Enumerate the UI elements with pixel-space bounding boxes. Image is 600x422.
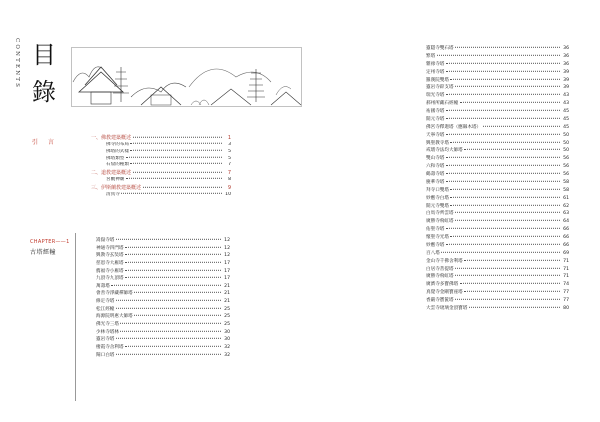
toc-entry-title: 一、佛教建築概述 <box>91 135 132 141</box>
toc-entry-title: 廣勝寺飛虹塔 <box>426 274 454 280</box>
toc-entry-page: 39 <box>563 69 569 75</box>
toc-entry-title: 會善寺淨藏禪師塔 <box>96 291 133 297</box>
toc-entry-title: 羅漢院雙塔 <box>426 77 449 83</box>
toc-entry[interactable] <box>91 177 231 184</box>
toc-entry-title: 閘口白塔 <box>96 352 115 358</box>
toc-entry-page: 3 <box>228 142 231 148</box>
toc-entry-title: 定州寺塔 <box>426 69 445 75</box>
toc-entry[interactable] <box>96 336 230 344</box>
toc-entry[interactable] <box>96 306 230 314</box>
toc-entry-page: 8 <box>228 177 231 183</box>
toc-entry-page: 69 <box>563 250 569 256</box>
leader-dots <box>446 133 560 134</box>
toc-entry-title: 百八塔 <box>426 250 440 256</box>
temple-landscape-illustration <box>71 47 302 107</box>
leader-dots <box>455 212 559 213</box>
toc-entry-title: 松江經幢 <box>96 306 115 312</box>
toc-entry-page: 58 <box>563 179 569 185</box>
toc-entry-title: 鶴壽寺塔 <box>426 172 445 177</box>
toc-entry[interactable] <box>426 234 569 242</box>
toc-entry[interactable] <box>426 297 569 305</box>
leader-dots <box>134 292 220 293</box>
toc-entry[interactable] <box>96 275 230 283</box>
chapter-divider-line <box>75 233 76 401</box>
toc-entry[interactable] <box>91 192 231 199</box>
toc-entry-page: 17 <box>224 260 230 266</box>
toc-entry[interactable] <box>96 268 230 276</box>
toc-entry-page: 39 <box>563 85 569 91</box>
toc-entry-page: 66 <box>563 227 569 233</box>
toc-entry-title: 佑聖寺塔 <box>426 227 445 233</box>
leader-dots <box>446 118 560 119</box>
toc-entry-page: 50 <box>563 132 569 138</box>
toc-entry-page: 56 <box>563 172 569 177</box>
leader-dots <box>450 141 559 142</box>
leader-dots <box>446 63 560 64</box>
toc-entry-title: 大雲寺琉璃金頂寶塔 <box>426 305 468 311</box>
toc-entry-title: 雜祿寺塔 <box>426 61 445 67</box>
toc-entry-page: 32 <box>224 344 230 350</box>
leader-dots <box>455 86 559 87</box>
toc-entry-title: 佛光寺三塔 <box>96 322 119 328</box>
toc-entry-page: 25 <box>224 314 230 320</box>
toc-entry[interactable] <box>96 313 230 321</box>
toc-entry-title: 宮觀神廟 <box>106 177 125 183</box>
toc-entry-title: 繁塔 <box>426 53 436 59</box>
toc-entry-page: 71 <box>563 274 569 280</box>
leader-dots <box>120 323 220 324</box>
toc-entry-title: 二、道教建築概述 <box>91 169 132 176</box>
leader-dots <box>446 244 560 245</box>
toc-entry-title: 靈岩寺辟支塔 <box>426 85 454 91</box>
toc-entry-title: 開元寺雙塔 <box>426 203 449 209</box>
toc-entry-page: 25 <box>224 322 230 328</box>
toc-entry-page: 17 <box>224 268 230 274</box>
leader-dots <box>121 193 221 194</box>
toc-entry-page: 50 <box>563 140 569 146</box>
leader-dots <box>464 259 559 260</box>
toc-entry-page: 74 <box>563 282 569 288</box>
toc-entry-title: 佛寺的布局 <box>106 142 129 148</box>
toc-entry-page: 36 <box>563 46 569 51</box>
toc-entry[interactable] <box>426 140 569 148</box>
toc-entry[interactable] <box>426 77 569 85</box>
leader-dots <box>455 47 559 48</box>
intro-toc <box>91 134 231 199</box>
toc-entry-page: 1 <box>227 135 231 141</box>
toc-entry[interactable] <box>96 283 230 291</box>
leader-dots <box>460 102 560 103</box>
toc-entry[interactable] <box>426 305 569 313</box>
leader-dots <box>455 275 559 276</box>
toc-entry-page: 21 <box>224 299 230 305</box>
toc-entry-page: 64 <box>563 219 569 225</box>
toc-entry[interactable] <box>426 84 569 92</box>
toc-entry-page: 66 <box>563 235 569 240</box>
toc-entry[interactable] <box>426 281 569 289</box>
toc-entry-page: 63 <box>563 211 569 217</box>
toc-entry-title: 佛塔類型 <box>106 155 125 161</box>
toc-entry-title: 靈岩寺塔 <box>96 337 115 343</box>
toc-entry[interactable] <box>426 61 569 69</box>
leader-dots <box>437 55 560 56</box>
leader-dots <box>116 353 221 354</box>
toc-entry-title: 靈隱寺雙石塔 <box>426 46 454 51</box>
leader-dots <box>483 126 560 127</box>
toc-entry-title: 興教寺玄奘塔 <box>96 253 124 259</box>
leader-dots <box>460 283 560 284</box>
toc-entry[interactable] <box>96 344 230 352</box>
leader-dots <box>133 172 222 173</box>
chapter1-toc <box>96 237 230 359</box>
toc-entry-page: 21 <box>224 291 230 297</box>
leader-dots <box>133 137 222 138</box>
page-title-char-1: 目 <box>32 41 56 69</box>
toc-entry[interactable] <box>426 171 569 179</box>
toc-entry-title: 金山寺千佛舍利塔 <box>426 258 463 264</box>
toc-entry-title: 開元寺塔 <box>426 116 445 122</box>
toc-entry[interactable] <box>96 329 230 337</box>
toc-entry-title: 白居寺菩提塔 <box>426 266 454 272</box>
toc-entry[interactable] <box>91 134 231 142</box>
toc-entry[interactable] <box>96 290 230 298</box>
toc-entry-title: 懷聖寺光塔 <box>426 235 449 240</box>
toc-entry-page: 43 <box>563 101 569 107</box>
toc-entry[interactable] <box>426 69 569 77</box>
toc-entry-title: 九頂寺九頂塔 <box>96 276 124 282</box>
toc-entry-title: 香嚴寺寶篋塔 <box>426 298 454 303</box>
toc-entry[interactable] <box>426 258 569 266</box>
leader-dots <box>450 236 559 237</box>
leader-dots <box>143 187 222 188</box>
toc-entry[interactable] <box>426 163 569 171</box>
toc-entry[interactable] <box>426 92 569 100</box>
toc-entry-title: 廣勝寺飛虹塔 <box>426 219 454 225</box>
toc-entry-page: 10 <box>225 192 231 197</box>
toc-entry-page: 66 <box>563 242 569 248</box>
toc-entry[interactable] <box>426 266 569 274</box>
toc-entry[interactable] <box>426 116 569 124</box>
toc-entry-page: 30 <box>224 329 230 335</box>
toc-entry-title: 六和寺塔 <box>426 164 445 170</box>
toc-entry[interactable] <box>96 260 230 268</box>
toc-entry-page: 56 <box>563 164 569 170</box>
continued-toc <box>426 45 569 313</box>
leader-dots <box>446 70 560 71</box>
toc-entry-page: 58 <box>563 187 569 193</box>
leader-dots <box>441 252 559 253</box>
toc-entry-title: 慶華寺塔 <box>426 179 445 185</box>
leader-dots <box>450 189 559 190</box>
toc-entry[interactable] <box>426 187 569 195</box>
toc-entry[interactable] <box>96 321 230 329</box>
toc-entry-title: 海源院明惠大師塔 <box>96 314 133 320</box>
preface-label: 引 言 <box>32 139 58 146</box>
toc-entry-title: 瑞光寺塔 <box>426 93 445 99</box>
toc-entry-title: 佛宮寺釋迦塔（應縣木塔） <box>426 124 482 130</box>
leader-dots <box>130 163 221 164</box>
leader-dots <box>134 315 220 316</box>
toc-entry-title: 修定寺塔 <box>96 299 115 305</box>
leader-dots <box>125 269 220 270</box>
toc-entry-title: 戒壇寺法均大師塔 <box>426 148 463 154</box>
toc-entry-page: 50 <box>563 148 569 154</box>
toc-entry-page: 39 <box>563 77 569 83</box>
leader-dots <box>116 300 221 301</box>
right-page <box>300 0 600 422</box>
leader-dots <box>446 228 560 229</box>
toc-entry-title: 妙應寺白塔 <box>426 195 449 201</box>
leader-dots <box>125 346 220 347</box>
toc-entry[interactable] <box>426 132 569 140</box>
leader-dots <box>469 307 560 308</box>
toc-entry[interactable] <box>96 245 230 253</box>
toc-entry-title: 嵩嶽寺塔 <box>96 238 115 243</box>
toc-entry[interactable] <box>426 155 569 163</box>
toc-entry-page: 5 <box>228 148 231 154</box>
leader-dots <box>130 143 221 144</box>
toc-entry-page: 45 <box>563 124 569 130</box>
toc-entry-title: 石窟的種類 <box>106 162 129 168</box>
leader-dots <box>455 220 559 221</box>
toc-entry[interactable] <box>426 273 569 281</box>
toc-entry[interactable] <box>91 162 231 169</box>
leader-dots <box>111 285 220 286</box>
leader-dots <box>446 181 560 182</box>
toc-entry[interactable] <box>426 53 569 61</box>
toc-entry-page: 45 <box>563 109 569 114</box>
toc-entry[interactable] <box>426 218 569 226</box>
leader-dots <box>116 338 221 339</box>
leader-dots <box>116 239 221 240</box>
toc-entry[interactable] <box>91 142 231 149</box>
toc-entry-page: 62 <box>563 203 569 209</box>
temple-landscape-sketch-icon <box>71 47 302 107</box>
toc-entry[interactable] <box>426 226 569 234</box>
toc-entry[interactable] <box>426 108 569 116</box>
toc-entry-title: 真覺寺金剛寶座塔 <box>426 290 463 296</box>
toc-entry-page: 12 <box>224 238 230 243</box>
toc-entry[interactable] <box>426 179 569 187</box>
toc-entry-page: 43 <box>563 93 569 99</box>
toc-entry[interactable] <box>426 210 569 218</box>
leader-dots <box>125 246 220 247</box>
toc-entry-title: 薦福寺小雁塔 <box>96 268 124 274</box>
toc-entry-page: 21 <box>224 283 230 289</box>
toc-entry-title: 佛塔的式樣 <box>106 148 129 154</box>
leader-dots <box>130 150 221 151</box>
toc-entry-page: 61 <box>563 195 569 201</box>
toc-entry-title: 興聖教寺塔 <box>426 140 449 146</box>
leader-dots <box>125 262 220 263</box>
toc-entry-title: 少林寺塔林 <box>96 329 119 335</box>
toc-entry-page: 77 <box>563 298 569 303</box>
toc-entry[interactable] <box>426 242 569 250</box>
toc-entry-page: 9 <box>227 184 231 191</box>
toc-entry-page: 36 <box>563 61 569 67</box>
toc-entry-page: 56 <box>563 156 569 162</box>
toc-entry[interactable] <box>426 147 569 155</box>
toc-entry[interactable] <box>426 195 569 203</box>
toc-entry[interactable] <box>426 250 569 258</box>
toc-entry-title: 白馬寺齊雲塔 <box>426 211 454 217</box>
toc-entry-title: 廣濟寺多寶佛塔 <box>426 282 459 288</box>
toc-entry-page: 30 <box>224 337 230 343</box>
toc-entry-page: 12 <box>224 245 230 251</box>
leader-dots <box>446 165 560 166</box>
leader-dots <box>450 204 559 205</box>
toc-entry[interactable] <box>426 100 569 108</box>
page-title-char-2: 錄 <box>32 78 56 106</box>
toc-entry[interactable] <box>96 352 230 360</box>
toc-entry-title: 萬壽塔 <box>96 283 110 289</box>
toc-entry[interactable] <box>96 298 230 306</box>
toc-entry[interactable] <box>426 45 569 53</box>
leader-dots <box>464 149 559 150</box>
leader-dots <box>125 254 220 255</box>
leader-dots <box>455 267 559 268</box>
leader-dots <box>464 291 559 292</box>
toc-entry-page: 32 <box>224 352 230 358</box>
toc-entry-page: 17 <box>224 276 230 282</box>
toc-entry[interactable] <box>91 184 231 192</box>
leader-dots <box>446 94 560 95</box>
toc-entry-title: 妙應寺塔 <box>426 242 445 248</box>
toc-entry-page: 12 <box>224 253 230 259</box>
leader-dots <box>446 173 560 174</box>
leader-dots <box>125 277 220 278</box>
toc-entry-title: 雙山寺塔 <box>426 156 445 162</box>
toc-entry[interactable] <box>96 237 230 245</box>
toc-entry-page: 25 <box>224 306 230 312</box>
leader-dots <box>450 78 559 79</box>
leader-dots <box>455 299 559 300</box>
toc-entry-title: 神通寺四門塔 <box>96 245 124 251</box>
toc-entry-title: 天寧寺塔 <box>426 132 445 138</box>
leader-dots <box>116 308 221 309</box>
toc-entry[interactable] <box>91 156 231 163</box>
toc-entry-page: 71 <box>563 266 569 272</box>
toc-entry-page: 71 <box>563 258 569 264</box>
toc-entry-page: 5 <box>228 155 231 161</box>
leader-dots <box>120 330 220 331</box>
leader-dots <box>126 178 222 179</box>
toc-entry-title: 慈恩寺大雁塔 <box>96 260 124 266</box>
leader-dots <box>126 156 222 157</box>
toc-entry[interactable] <box>426 124 569 132</box>
leader-dots <box>446 157 560 158</box>
toc-entry[interactable] <box>426 289 569 297</box>
toc-entry-title: 棲霞寺舍利塔 <box>96 344 124 350</box>
toc-entry[interactable] <box>91 169 231 177</box>
leader-dots <box>450 196 559 197</box>
toc-entry-title: 清真寺 <box>106 192 120 197</box>
toc-entry-page: 45 <box>563 116 569 122</box>
toc-entry-page: 7 <box>227 169 231 176</box>
toc-entry-title: 祐國寺塔 <box>426 109 445 114</box>
leader-dots <box>446 110 560 111</box>
toc-entry[interactable] <box>96 252 230 260</box>
chapter-title: 古塔經幢 <box>30 249 57 256</box>
chapter-label: CHAPTER——1 <box>30 239 70 245</box>
toc-entry-title: 三、伊斯蘭教建築概述 <box>91 184 142 191</box>
toc-entry[interactable] <box>91 149 231 156</box>
toc-entry-page: 36 <box>563 53 569 59</box>
toc-entry-title: 郝州所藏石經幢 <box>426 101 459 107</box>
toc-entry[interactable] <box>426 203 569 211</box>
toc-entry-page: 7 <box>228 162 231 168</box>
toc-entry-title: 拜寺口雙塔 <box>426 187 449 193</box>
toc-entry-page: 77 <box>563 290 569 296</box>
toc-entry-page: 80 <box>563 305 569 311</box>
contents-english-label: CONTENTS <box>14 38 20 90</box>
